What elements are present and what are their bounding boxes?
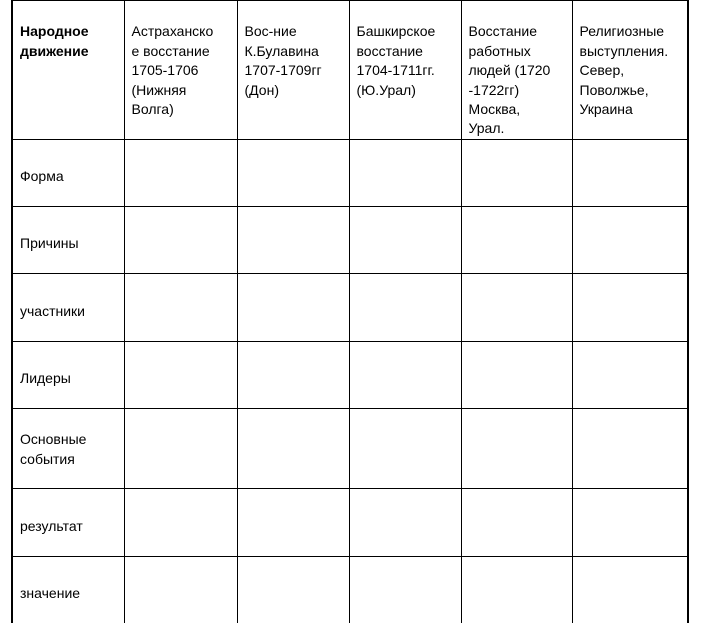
table-cell bbox=[124, 408, 237, 489]
row-label-cell bbox=[12, 489, 124, 556]
table-cell bbox=[349, 556, 461, 623]
row-label-cell bbox=[12, 207, 124, 274]
row-label-cell bbox=[12, 556, 124, 623]
column-header-label: Вос-ние К.Булавина 1707-1709гг (Дон) bbox=[244, 23, 322, 98]
row-label: Основные события bbox=[20, 431, 87, 467]
column-header-astrakhan bbox=[124, 1, 237, 140]
table-cell bbox=[349, 489, 461, 556]
table-cell bbox=[237, 207, 349, 274]
table-cell bbox=[237, 556, 349, 623]
row-label: значение bbox=[20, 584, 81, 601]
table-row bbox=[12, 139, 688, 206]
row-label: результат bbox=[20, 517, 83, 534]
column-header-religious bbox=[572, 1, 688, 140]
table-cell bbox=[349, 207, 461, 274]
table-header-row bbox=[12, 1, 688, 140]
row-label: участники bbox=[20, 302, 85, 319]
corner-header-cell bbox=[12, 1, 124, 140]
row-label-cell bbox=[12, 139, 124, 206]
column-header-bashkir bbox=[349, 1, 461, 140]
table-row bbox=[12, 556, 688, 623]
table-row bbox=[12, 408, 688, 489]
row-label: Лидеры bbox=[20, 369, 71, 386]
corner-header-label: Народное движение bbox=[20, 23, 89, 59]
row-label-cell bbox=[12, 341, 124, 408]
table-cell bbox=[572, 139, 688, 206]
table-row bbox=[12, 489, 688, 556]
table-cell bbox=[461, 408, 572, 489]
table-cell bbox=[237, 489, 349, 556]
column-header-workers bbox=[461, 1, 572, 140]
table-cell bbox=[572, 274, 688, 341]
table-cell bbox=[237, 139, 349, 206]
table-row bbox=[12, 341, 688, 408]
table-cell bbox=[349, 341, 461, 408]
table-cell bbox=[124, 274, 237, 341]
column-header-bulavin bbox=[237, 1, 349, 140]
column-header-label: Восстание работных людей (1720 -1722гг) Москва, Урал. bbox=[468, 23, 551, 137]
table-cell bbox=[124, 489, 237, 556]
table-cell bbox=[572, 207, 688, 274]
table-cell bbox=[237, 274, 349, 341]
table-cell bbox=[572, 341, 688, 408]
row-label: Причины bbox=[20, 235, 79, 252]
table-cell bbox=[461, 489, 572, 556]
table-cell bbox=[572, 489, 688, 556]
table-cell bbox=[124, 341, 237, 408]
column-header-label: Астраханско е восстание 1705-1706 (Нижняя Волга) bbox=[131, 23, 214, 118]
table-cell bbox=[237, 341, 349, 408]
table-cell bbox=[349, 139, 461, 206]
column-header-label: Башкирское восстание 1704-1711гг. (Ю.Урал) bbox=[356, 23, 436, 98]
row-label-cell bbox=[12, 408, 124, 489]
column-header-label: Религиозные выступления. Север, Поволжье, Украина bbox=[579, 23, 669, 118]
table-cell bbox=[572, 408, 688, 489]
table-cell bbox=[461, 556, 572, 623]
table-cell bbox=[124, 139, 237, 206]
uprisings-table bbox=[11, 0, 689, 623]
row-label: Форма bbox=[20, 168, 64, 185]
table-cell bbox=[349, 274, 461, 341]
table-cell bbox=[124, 207, 237, 274]
table-cell bbox=[461, 274, 572, 341]
table-row bbox=[12, 274, 688, 341]
table-cell bbox=[461, 341, 572, 408]
row-label-cell bbox=[12, 274, 124, 341]
table-cell bbox=[572, 556, 688, 623]
table-cell bbox=[461, 139, 572, 206]
uprisings-table-sheet bbox=[11, 0, 687, 601]
table-cell bbox=[124, 556, 237, 623]
table-cell bbox=[349, 408, 461, 489]
table-cell bbox=[237, 408, 349, 489]
table-row bbox=[12, 207, 688, 274]
table-cell bbox=[461, 207, 572, 274]
